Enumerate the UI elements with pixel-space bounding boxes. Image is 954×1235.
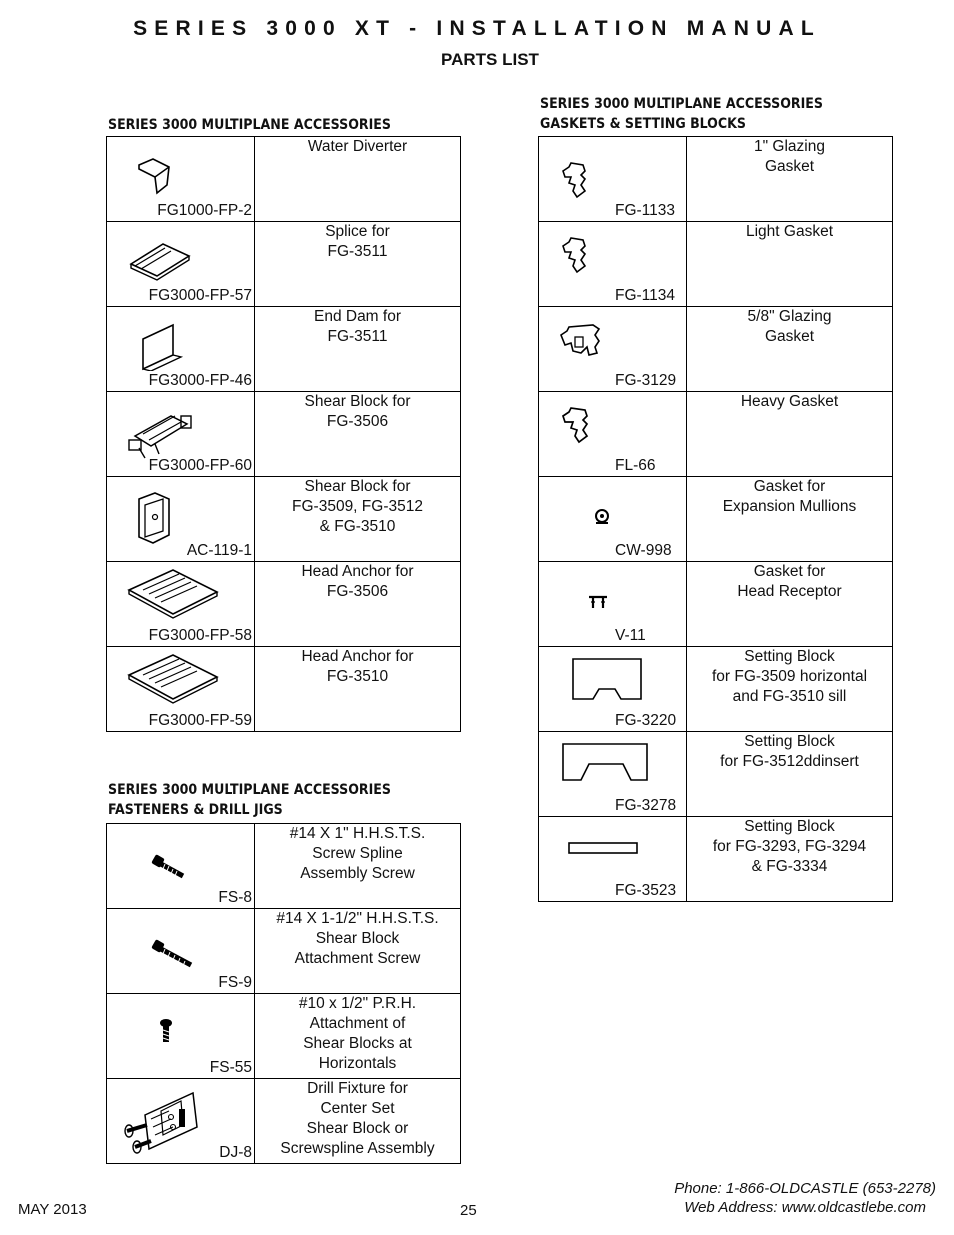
water-diverter-icon [135, 155, 175, 197]
web-address: Web Address: www.oldcastlebe.com [684, 1199, 926, 1216]
part-number: V-11 [615, 627, 646, 644]
part-number: FS-55 [209, 1059, 252, 1076]
part-description: Shear Block for FG-3506 [255, 392, 461, 477]
screw-icon [151, 852, 187, 880]
table-row [539, 222, 893, 307]
part-description: Setting Block for FG-3509 horizontal and FG-3510 sill [687, 647, 893, 732]
part-number: FG-3129 [615, 372, 677, 389]
part-image-cell [107, 909, 255, 994]
part-number: FG3000-FP-57 [148, 287, 252, 304]
light-gasket-icon [559, 236, 589, 274]
part-number: FG3000-FP-59 [148, 712, 252, 729]
wide-gasket-icon [559, 323, 603, 357]
part-number: FG-3278 [615, 797, 677, 814]
accessories-table [106, 136, 461, 732]
gaskets-table [538, 136, 893, 902]
part-image-cell [107, 477, 255, 562]
contact-info [674, 1179, 936, 1217]
setting-block-wide-icon [561, 742, 649, 782]
part-description: Head Anchor for FG-3510 [255, 647, 461, 732]
table-row [107, 824, 461, 909]
table-row [107, 1079, 461, 1164]
table-row [539, 562, 893, 647]
head-anchor-icon [127, 568, 219, 620]
table-row [107, 307, 461, 392]
part-image-cell [539, 477, 687, 562]
part-number: FS-8 [218, 889, 252, 906]
part-description: Gasket for Head Receptor [687, 562, 893, 647]
drill-fixture-icon [121, 1087, 207, 1159]
part-description: End Dam for FG-3511 [255, 307, 461, 392]
shear-block-icon [125, 406, 195, 462]
footer-date: MAY 2013 [18, 1201, 87, 1218]
part-image-cell [539, 817, 687, 902]
part-description: Setting Block for FG-3512ddinsert [687, 732, 893, 817]
manual-title: SERIES 3000 XT - INSTALLATION MANUAL [133, 17, 821, 40]
part-description: Head Anchor for FG-3506 [255, 562, 461, 647]
phone-number: Phone: 1-866-OLDCASTLE (653-2278) [674, 1180, 936, 1197]
part-number: AC-119-1 [186, 542, 252, 559]
part-number: FL-66 [615, 457, 656, 474]
part-number: FG-3220 [615, 712, 677, 729]
part-number: FG-3523 [615, 882, 677, 899]
flat-setting-block-icon [567, 841, 639, 855]
heavy-gasket-icon [559, 406, 591, 444]
table-row [107, 909, 461, 994]
table-row [539, 307, 893, 392]
long-screw-icon [151, 937, 195, 969]
table-row [539, 477, 893, 562]
round-gasket-icon [593, 509, 611, 525]
part-image-cell [539, 562, 687, 647]
accessories-heading: SERIES 3000 MULTIPLANE ACCESSORIES [108, 117, 391, 133]
part-description: Drill Fixture for Center Set Shear Block or Screwspline Assembly [255, 1079, 461, 1164]
part-image-cell [107, 994, 255, 1079]
part-description: Gasket for Expansion Mullions [687, 477, 893, 562]
table-row [107, 137, 461, 222]
part-description: 1" Glazing Gasket [687, 137, 893, 222]
table-row [107, 392, 461, 477]
part-image-cell [539, 647, 687, 732]
part-description: Light Gasket [687, 222, 893, 307]
table-row [107, 562, 461, 647]
part-image-cell [107, 137, 255, 222]
head-anchor-icon [127, 653, 219, 705]
glazing-gasket-icon [559, 161, 589, 199]
table-row [539, 732, 893, 817]
fasteners-table [106, 823, 461, 1164]
page-subtitle: PARTS LIST [441, 50, 539, 69]
part-description: Splice for FG-3511 [255, 222, 461, 307]
gaskets-heading: SERIES 3000 MULTIPLANE ACCESSORIES GASKETS & SETTING BLOCKS [540, 96, 823, 132]
part-description: Water Diverter [255, 137, 461, 222]
part-image-cell [107, 1079, 255, 1164]
part-number: CW-998 [615, 542, 672, 559]
part-image-cell [539, 732, 687, 817]
part-image-cell [107, 222, 255, 307]
part-description: Shear Block for FG-3509, FG-3512 & FG-3510 [255, 477, 461, 562]
table-row [107, 222, 461, 307]
part-description: 5/8" Glazing Gasket [687, 307, 893, 392]
part-image-cell [539, 222, 687, 307]
part-image-cell [539, 392, 687, 477]
part-description: Setting Block for FG-3293, FG-3294 & FG-3334 [687, 817, 893, 902]
splice-icon [127, 236, 191, 284]
part-number: FG-1133 [615, 202, 676, 219]
part-number: FS-9 [218, 974, 252, 991]
page-number: 25 [460, 1202, 477, 1219]
part-image-cell [539, 137, 687, 222]
part-number: FG1000-FP-2 [157, 202, 252, 219]
part-number: FG3000-FP-60 [148, 457, 252, 474]
end-dam-icon [137, 321, 187, 371]
table-row [539, 137, 893, 222]
part-image-cell [107, 824, 255, 909]
part-number: FG3000-FP-58 [148, 627, 252, 644]
part-image-cell [107, 562, 255, 647]
short-screw-icon [159, 1018, 173, 1044]
part-description: Heavy Gasket [687, 392, 893, 477]
part-description: #14 X 1-1/2" H.H.S.T.S. Shear Block Attachment Screw [255, 909, 461, 994]
fasteners-heading: SERIES 3000 MULTIPLANE ACCESSORIES FASTENERS & DRILL JIGS [108, 782, 391, 818]
part-number: DJ-8 [219, 1144, 252, 1161]
shear-block-bracket-icon [135, 491, 175, 545]
table-row [107, 994, 461, 1079]
part-image-cell [539, 307, 687, 392]
table-row [539, 647, 893, 732]
part-image-cell [107, 307, 255, 392]
table-row [539, 392, 893, 477]
part-description: #10 x 1/2" P.R.H. Attachment of Shear Blocks at Horizontals [255, 994, 461, 1079]
part-description: #14 X 1" H.H.S.T.S. Screw Spline Assembly Screw [255, 824, 461, 909]
table-row [107, 477, 461, 562]
v-gasket-icon [587, 594, 609, 610]
part-image-cell [107, 647, 255, 732]
setting-block-icon [571, 657, 643, 701]
table-row [539, 817, 893, 902]
part-number: FG-1134 [615, 287, 676, 304]
part-number: FG3000-FP-46 [148, 372, 252, 389]
table-row [107, 647, 461, 732]
part-image-cell [107, 392, 255, 477]
